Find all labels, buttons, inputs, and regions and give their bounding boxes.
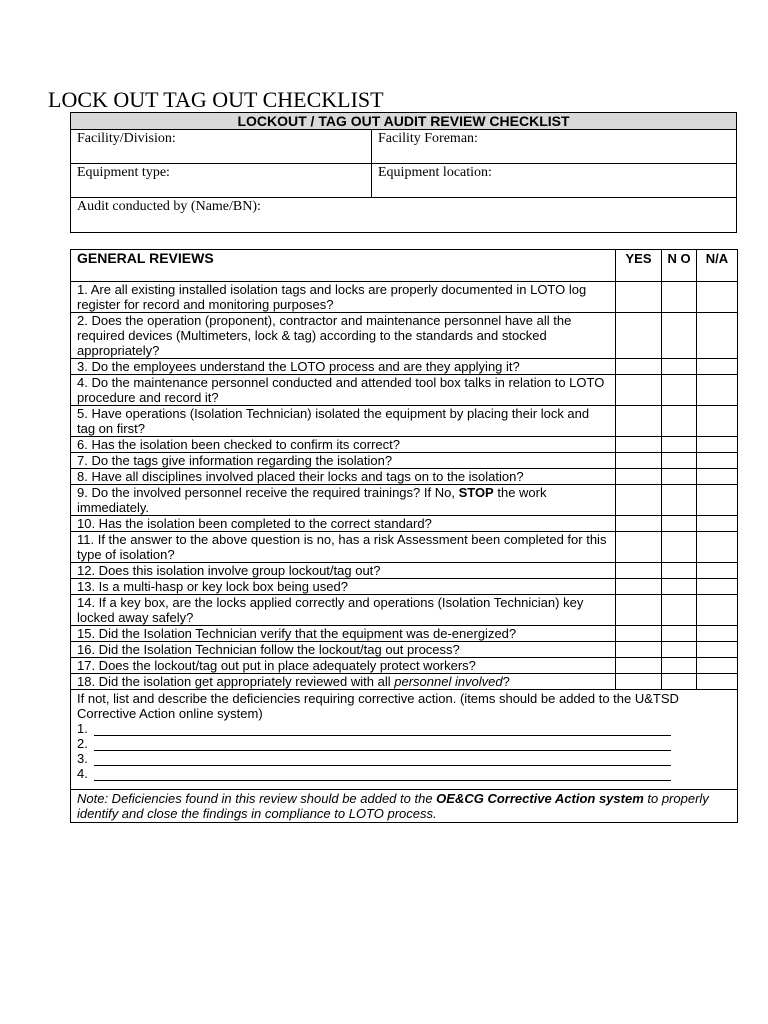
question-row <box>71 532 738 563</box>
question-row <box>71 375 738 406</box>
note-row <box>71 790 738 823</box>
deficiency-line[interactable] <box>77 751 731 766</box>
question-row <box>71 485 738 516</box>
yes-column-header: YES <box>616 250 662 282</box>
answer-yes-cell[interactable] <box>616 626 662 642</box>
no-column-header: N O <box>662 250 697 282</box>
answer-na-cell[interactable] <box>697 516 738 532</box>
answer-na-cell[interactable] <box>697 642 738 658</box>
deficiency-line-number: 4. <box>77 766 88 781</box>
answer-no-cell[interactable] <box>662 375 697 406</box>
answer-yes-cell[interactable] <box>616 563 662 579</box>
answer-na-cell[interactable] <box>697 563 738 579</box>
audit-table-header: LOCKOUT / TAG OUT AUDIT REVIEW CHECKLIST <box>71 113 737 130</box>
answer-na-cell[interactable] <box>697 658 738 674</box>
question-row <box>71 406 738 437</box>
answer-no-cell[interactable] <box>662 469 697 485</box>
question-text: 13. Is a multi-hasp or key lock box being used? <box>71 579 616 595</box>
deficiency-blank-line[interactable] <box>94 738 671 751</box>
answer-yes-cell[interactable] <box>616 469 662 485</box>
answer-yes-cell[interactable] <box>616 532 662 563</box>
answer-yes-cell[interactable] <box>616 595 662 626</box>
question-text: 18. Did the isolation get appropriately reviewed with all personnel involved? <box>71 674 616 690</box>
question-row <box>71 282 738 313</box>
equipment-location-field[interactable]: Equipment location: <box>372 164 737 198</box>
question-row <box>71 453 738 469</box>
answer-yes-cell[interactable] <box>616 642 662 658</box>
answer-na-cell[interactable] <box>697 453 738 469</box>
answer-na-cell[interactable] <box>697 469 738 485</box>
deficiency-blank-line[interactable] <box>94 768 671 781</box>
question-text: 7. Do the tags give information regarding the isolation? <box>71 453 616 469</box>
facility-division-field[interactable]: Facility/Division: <box>71 130 372 164</box>
answer-no-cell[interactable] <box>662 485 697 516</box>
deficiency-line-number: 3. <box>77 751 88 766</box>
question-text: 5. Have operations (Isolation Technician) isolated the equipment by placing their lock and tag on first? <box>71 406 616 437</box>
deficiency-line-number: 2. <box>77 736 88 751</box>
question-row <box>71 595 738 626</box>
answer-no-cell[interactable] <box>662 437 697 453</box>
answer-yes-cell[interactable] <box>616 282 662 313</box>
question-row <box>71 626 738 642</box>
answer-na-cell[interactable] <box>697 579 738 595</box>
question-row <box>71 437 738 453</box>
question-row <box>71 359 738 375</box>
facility-foreman-field[interactable]: Facility Foreman: <box>372 130 737 164</box>
answer-yes-cell[interactable] <box>616 658 662 674</box>
question-row <box>71 469 738 485</box>
question-text: 14. If a key box, are the locks applied correctly and operations (Isolation Technician) key locked away safely? <box>71 595 616 626</box>
question-row <box>71 579 738 595</box>
answer-na-cell[interactable] <box>697 595 738 626</box>
answer-yes-cell[interactable] <box>616 313 662 359</box>
question-text: 17. Does the lockout/tag out put in place adequately protect workers? <box>71 658 616 674</box>
question-text: 4. Do the maintenance personnel conducted and attended tool box talks in relation to LOTO procedure and record it? <box>71 375 616 406</box>
deficiency-line[interactable] <box>77 721 731 736</box>
question-text: 15. Did the Isolation Technician verify that the equipment was de-energized? <box>71 626 616 642</box>
general-reviews-header: GENERAL REVIEWS <box>71 250 616 282</box>
question-text: 10. Has the isolation been completed to the correct standard? <box>71 516 616 532</box>
answer-yes-cell[interactable] <box>616 437 662 453</box>
answer-na-cell[interactable] <box>697 375 738 406</box>
deficiency-line-number: 1. <box>77 721 88 736</box>
audit-review-table <box>70 112 737 233</box>
page-title: LOCK OUT TAG OUT CHECKLIST <box>48 87 384 112</box>
answer-na-cell[interactable] <box>697 282 738 313</box>
answer-no-cell[interactable] <box>662 359 697 375</box>
answer-no-cell[interactable] <box>662 282 697 313</box>
equipment-type-field[interactable]: Equipment type: <box>71 164 372 198</box>
answer-no-cell[interactable] <box>662 532 697 563</box>
deficiency-row <box>71 690 738 790</box>
answer-no-cell[interactable] <box>662 516 697 532</box>
question-row <box>71 516 738 532</box>
answer-yes-cell[interactable] <box>616 359 662 375</box>
answer-yes-cell[interactable] <box>616 485 662 516</box>
answer-no-cell[interactable] <box>662 579 697 595</box>
general-reviews-table <box>70 249 738 823</box>
answer-na-cell[interactable] <box>697 532 738 563</box>
question-row <box>71 313 738 359</box>
answer-na-cell[interactable] <box>697 485 738 516</box>
answer-no-cell[interactable] <box>662 674 697 690</box>
deficiency-blank-line[interactable] <box>94 723 671 736</box>
answer-yes-cell[interactable] <box>616 453 662 469</box>
question-row <box>71 674 738 690</box>
answer-no-cell[interactable] <box>662 626 697 642</box>
question-row <box>71 563 738 579</box>
answer-no-cell[interactable] <box>662 563 697 579</box>
answer-yes-cell[interactable] <box>616 375 662 406</box>
question-text: 6. Has the isolation been checked to confirm its correct? <box>71 437 616 453</box>
answer-no-cell[interactable] <box>662 313 697 359</box>
answer-no-cell[interactable] <box>662 642 697 658</box>
deficiency-blank-line[interactable] <box>94 753 671 766</box>
na-column-header: N/A <box>697 250 738 282</box>
question-text: 8. Have all disciplines involved placed their locks and tags on to the isolation? <box>71 469 616 485</box>
audit-conducted-by-field[interactable]: Audit conducted by (Name/BN): <box>71 198 737 233</box>
answer-na-cell[interactable] <box>697 626 738 642</box>
answer-yes-cell[interactable] <box>616 516 662 532</box>
answer-no-cell[interactable] <box>662 453 697 469</box>
question-row <box>71 642 738 658</box>
question-text: 16. Did the Isolation Technician follow the lockout/tag out process? <box>71 642 616 658</box>
deficiency-intro: If not, list and describe the deficiencies requiring corrective action. (items should be added to the U&TSD Corrective Action online system) <box>77 691 679 721</box>
question-text: 11. If the answer to the above question is no, has a risk Assessment been completed for this type of isolation? <box>71 532 616 563</box>
answer-yes-cell[interactable] <box>616 579 662 595</box>
answer-na-cell[interactable] <box>697 674 738 690</box>
question-text: 1. Are all existing installed isolation tags and locks are properly documented in LOTO log register for record and monitoring purposes? <box>71 282 616 313</box>
deficiency-line[interactable] <box>77 766 731 781</box>
note-text: Note: Deficiencies found in this review should be added to the OE&CG Corrective Action system to properly identify and close the findings in compliance to LOTO process. <box>71 790 738 823</box>
question-row <box>71 658 738 674</box>
question-text: 3. Do the employees understand the LOTO process and are they applying it? <box>71 359 616 375</box>
answer-no-cell[interactable] <box>662 595 697 626</box>
answer-na-cell[interactable] <box>697 406 738 437</box>
answer-no-cell[interactable] <box>662 658 697 674</box>
deficiency-line[interactable] <box>77 736 731 751</box>
question-text: 9. Do the involved personnel receive the required trainings? If No, STOP the work immediately. <box>71 485 616 516</box>
question-text: 2. Does the operation (proponent), contractor and maintenance personnel have all the required devices (Multimeters, lock & tag) according to the standards and stocked appropriately? <box>71 313 616 359</box>
question-text: 12. Does this isolation involve group lockout/tag out? <box>71 563 616 579</box>
reviews-header-row <box>71 250 738 282</box>
answer-na-cell[interactable] <box>697 359 738 375</box>
answer-yes-cell[interactable] <box>616 674 662 690</box>
answer-na-cell[interactable] <box>697 313 738 359</box>
answer-na-cell[interactable] <box>697 437 738 453</box>
answer-yes-cell[interactable] <box>616 406 662 437</box>
answer-no-cell[interactable] <box>662 406 697 437</box>
